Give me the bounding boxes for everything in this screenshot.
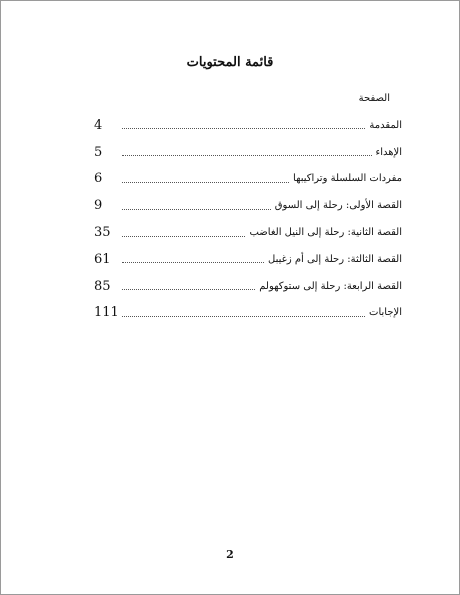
toc-entry-page: 85 — [94, 278, 111, 294]
toc-leader-dots — [122, 154, 372, 156]
toc-leader-dots — [122, 181, 289, 183]
toc-list — [94, 112, 402, 326]
toc-leader-dots — [122, 208, 271, 210]
toc-entry — [94, 166, 402, 193]
toc-entry-label: القصة الرابعة: رحلة إلى ستوكهولم — [259, 280, 402, 292]
toc-entry-page: 111 — [94, 305, 119, 321]
toc-entry-label: المقدمة — [369, 119, 402, 131]
toc-entry-label: القصة الأولى: رحلة إلى السوق — [274, 200, 402, 212]
toc-entry-page: 5 — [94, 144, 103, 160]
toc-title: قائمة المحتويات — [186, 55, 274, 70]
toc-entry — [94, 273, 402, 300]
toc-leader-dots — [122, 261, 264, 263]
toc-entry-page: 4 — [94, 117, 103, 133]
toc-leader-dots — [122, 288, 255, 290]
toc-entry-label: الإجابات — [369, 307, 402, 319]
toc-entry-label: الإهداء — [375, 146, 402, 158]
toc-entry — [94, 112, 402, 139]
toc-entry — [94, 246, 402, 273]
toc-leader-dots — [122, 127, 365, 129]
footer-page-number: 2 — [226, 548, 234, 561]
toc-entry-page: 9 — [94, 198, 103, 214]
toc-leader-dots — [122, 315, 365, 317]
toc-entry — [94, 300, 402, 327]
toc-entry — [94, 139, 402, 166]
page-column-label: الصفحة — [358, 93, 390, 104]
toc-entry-label: مفردات السلسلة وتراكيبها — [293, 173, 402, 185]
toc-leader-dots — [122, 235, 245, 237]
toc-entry-page: 61 — [94, 251, 111, 267]
toc-entry — [94, 192, 402, 219]
toc-entry-page: 35 — [94, 225, 111, 241]
toc-entry-label: القصة الثالثة: رحلة إلى أم زغيبل — [268, 253, 402, 265]
toc-entry-label: القصة الثانية: رحلة إلى النيل الغاضب — [249, 227, 402, 239]
toc-entry-page: 6 — [94, 171, 103, 187]
toc-entry — [94, 219, 402, 246]
